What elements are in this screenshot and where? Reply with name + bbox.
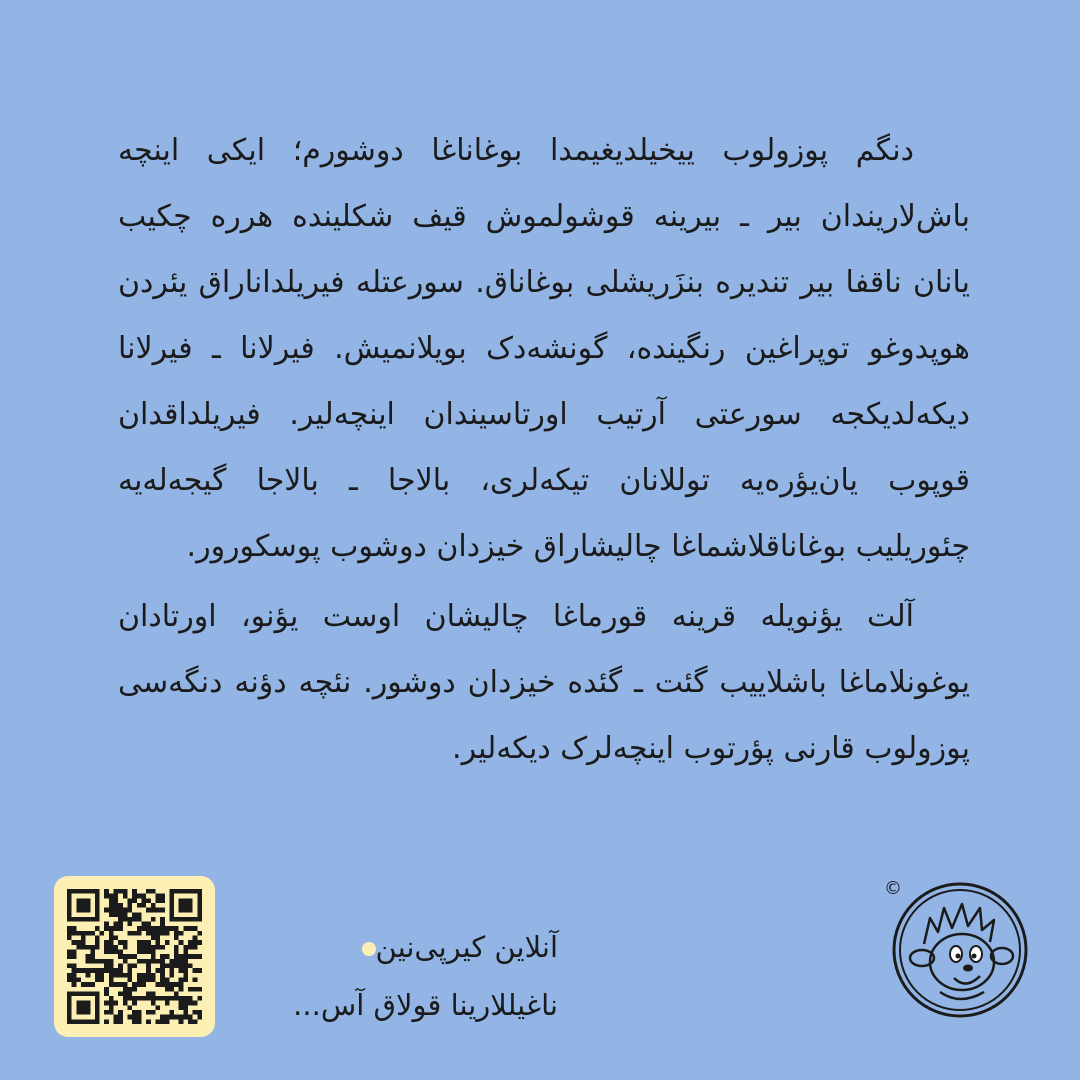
story-paragraph-2 bbox=[118, 584, 970, 782]
text-line: یانان ناقفا بیر تندیره بنزَریشلی بوغاناق. سورعتله فیریلداناراق یئردن bbox=[118, 265, 970, 300]
story-text bbox=[118, 118, 970, 786]
text-line: یوغونلاماغا باشلاییب گئت ـ گئده خیزدان دوشور. نئچه دؤنه دنگه‌سی bbox=[118, 665, 970, 700]
text-line: آلت یؤنویله قرینه قورماغا چالیشان اوست یؤنو، اورتادان bbox=[118, 599, 914, 634]
qr-code-icon bbox=[67, 889, 202, 1024]
text-line: پوزولوب قارنی پؤرتوب اینچه‌لرک دیکه‌لیر. bbox=[452, 731, 970, 766]
copyright-symbol: © bbox=[884, 878, 902, 899]
text-line: چئوریلیب بوغاناقلاشماغا چالیشاراق خیزدان دوشوب پوسکورور. bbox=[186, 529, 970, 564]
caption-line-1 bbox=[228, 918, 558, 976]
caption-line-2: ناغیللارینا قولاق آس... bbox=[293, 988, 558, 1022]
text-line: هوپدوغو توپراغین رنگینده، گونشه‌دک بویلانمیش. فیرلانا ـ فیرلانا bbox=[118, 331, 970, 366]
hedgehog-character-icon bbox=[884, 874, 1028, 1024]
bullet-dot-icon bbox=[362, 942, 376, 956]
story-paragraph-1 bbox=[118, 118, 970, 580]
audio-caption[interactable] bbox=[228, 918, 558, 1034]
text-line: باش‌لاریندان بیر ـ بیرینه قوشولموش قیف شکلینده هرره چکیب bbox=[118, 199, 970, 234]
text-line: دنگم پوزولوب ییخیلدیغیمدا بوغاناغا دوشورم؛ ایکی اینچه bbox=[118, 133, 914, 168]
qr-code-card[interactable] bbox=[54, 876, 215, 1037]
text-line: دیکه‌لدیکجه سورعتی آرتیب اورتاسیندان اینچه‌لیر. فیریلداقدان bbox=[118, 397, 970, 432]
text-line: قوپوب یان‌یؤره‌یه توللانان تیکه‌لری، بالاجا ـ بالاجا گیجه‌له‌یه bbox=[118, 463, 970, 498]
caption-text-1: آنلاین کیرپی‌نین bbox=[375, 930, 558, 964]
